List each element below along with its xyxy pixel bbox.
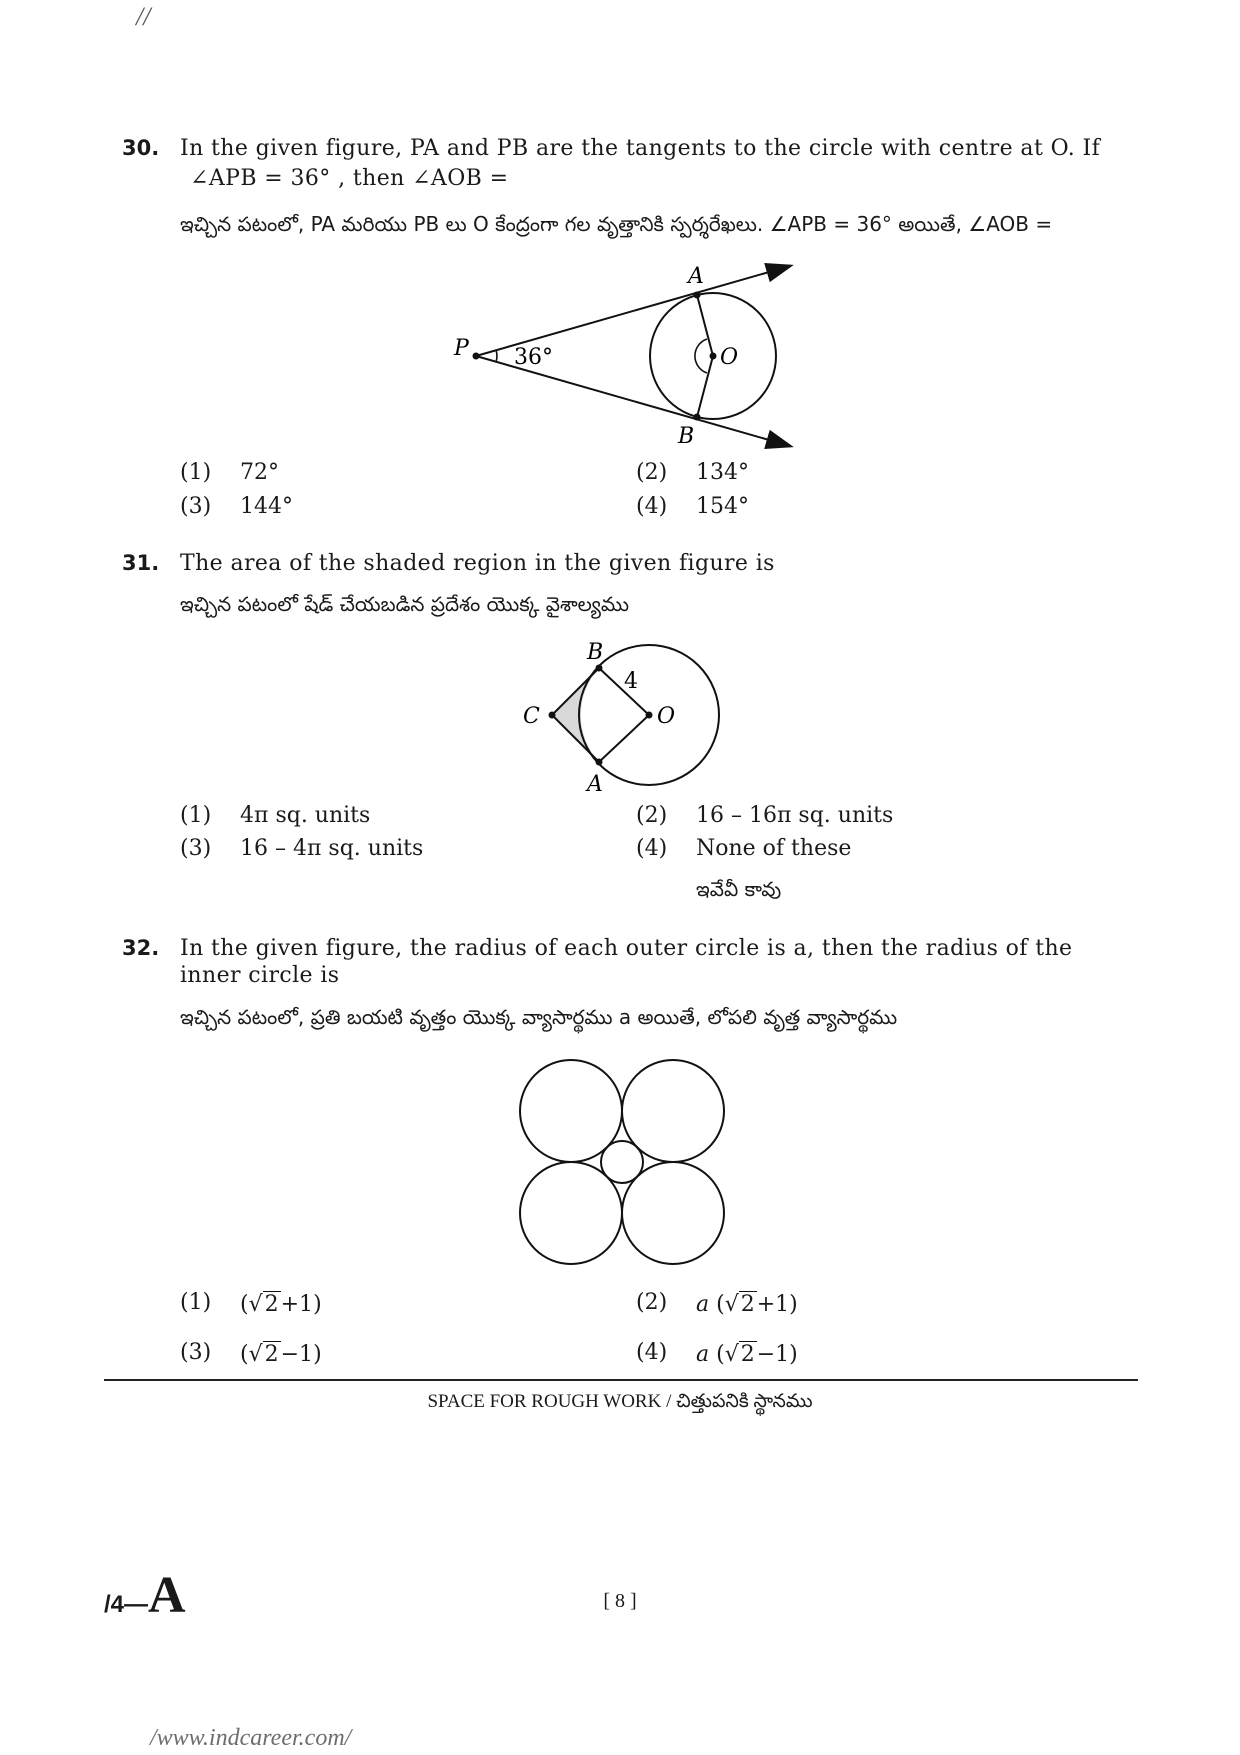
question-31-english-line1: The area of the shaded region in the given figure is bbox=[180, 551, 775, 576]
label-a: A bbox=[587, 772, 603, 795]
q30-option-1-number: (1) bbox=[180, 460, 212, 485]
q32-option-1-expression: (√2+1) bbox=[240, 1292, 322, 1317]
q31-option-2-number: (2) bbox=[636, 803, 668, 828]
footer-url: /www.indcareer.com/ bbox=[150, 1725, 352, 1751]
label-angle: 36° bbox=[514, 345, 553, 370]
page-code-prefix: /4— bbox=[104, 1591, 149, 1618]
divider-rule bbox=[104, 1379, 1138, 1381]
point-o bbox=[710, 353, 717, 360]
question-32-english-line2: inner circle is bbox=[180, 963, 340, 988]
label-side: 4 bbox=[624, 669, 638, 694]
tangent-line-pa bbox=[476, 266, 790, 356]
figure-shaded-region bbox=[515, 635, 730, 795]
page-number: [ 8 ] bbox=[603, 1590, 637, 1612]
question-30-number: 30. bbox=[122, 136, 160, 160]
q32-option-2-expression: a (√2+1) bbox=[696, 1292, 798, 1317]
q32-option-4-suffix: −1 bbox=[756, 1342, 790, 1367]
point-a bbox=[694, 292, 701, 299]
figure-tangents bbox=[440, 255, 810, 455]
q32-option-2-radicand: 2 bbox=[740, 1292, 755, 1317]
angle-arc-p bbox=[496, 350, 497, 362]
q30-option-3-number: (3) bbox=[180, 494, 212, 519]
label-b: B bbox=[587, 640, 604, 665]
question-30-telugu: ఇచ్చిన పటంలో, PA మరియు PB లు O కేంద్రంగా గల వృత్తానికి స్పర్శరేఖలు. ∠APB = 36° అయితే, ∠AOB = bbox=[180, 212, 1053, 236]
q32-option-3-number: (3) bbox=[180, 1340, 212, 1365]
q30-option-3-text: 144° bbox=[240, 494, 293, 519]
q31-option-2-text: 16 – 16π sq. units bbox=[696, 803, 894, 828]
q32-option-1-radicand: 2 bbox=[264, 1292, 279, 1317]
q32-option-2-suffix: +1 bbox=[756, 1292, 790, 1317]
q30-option-4-text: 154° bbox=[696, 494, 749, 519]
q30-option-2-number: (2) bbox=[636, 460, 668, 485]
q32-option-4-prefix: a bbox=[696, 1342, 710, 1367]
rough-work-label: SPACE FOR ROUGH WORK / చిత్తుపనికి స్థానము bbox=[427, 1391, 813, 1412]
question-32-telugu: ఇచ్చిన పటంలో, ప్రతి బయటి వృత్తం యొక్క వ్యాసార్థము a అయితే, లోపలి వృత్త వ్యాసార్థము bbox=[180, 1005, 898, 1029]
q31-option-3-number: (3) bbox=[180, 836, 212, 861]
question-30-english-line2: ∠APB = 36° , then ∠AOB = bbox=[190, 166, 509, 191]
label-c: C bbox=[523, 704, 540, 729]
point-b bbox=[596, 665, 603, 672]
label-p: P bbox=[454, 336, 469, 361]
q30-option-1-text: 72° bbox=[240, 460, 279, 485]
page-code-letter: A bbox=[148, 1567, 186, 1624]
point-o bbox=[646, 712, 653, 719]
q32-option-3-suffix: −1 bbox=[280, 1342, 314, 1367]
q32-option-3-radicand: 2 bbox=[264, 1342, 279, 1367]
question-32-english-line1: In the given figure, the radius of each outer circle is a, then the radius of the bbox=[180, 936, 1073, 961]
q30-option-4-number: (4) bbox=[636, 494, 668, 519]
shaded-region bbox=[552, 668, 599, 762]
question-32-number: 32. bbox=[122, 936, 160, 960]
label-b: B bbox=[678, 424, 695, 449]
point-p bbox=[473, 353, 480, 360]
label-o: O bbox=[720, 345, 739, 370]
q32-option-1-suffix: +1 bbox=[280, 1292, 314, 1317]
label-a: A bbox=[688, 264, 704, 289]
radius-ob bbox=[697, 356, 713, 417]
label-o: O bbox=[657, 704, 676, 729]
q32-option-2-prefix: a bbox=[696, 1292, 710, 1317]
q31-option-1-number: (1) bbox=[180, 803, 212, 828]
radius-oa bbox=[697, 295, 713, 356]
question-31-number: 31. bbox=[122, 551, 160, 575]
q32-option-3-expression: (√2−1) bbox=[240, 1342, 322, 1367]
q31-option-4-text: None of these bbox=[696, 836, 852, 861]
q31-option-1-text: 4π sq. units bbox=[240, 803, 371, 828]
corner-mark: // bbox=[136, 2, 151, 31]
angle-arc-o bbox=[695, 339, 707, 373]
q32-option-1-number: (1) bbox=[180, 1290, 212, 1315]
q31-option-4-number: (4) bbox=[636, 836, 668, 861]
q30-option-2-text: 134° bbox=[696, 460, 749, 485]
point-b bbox=[694, 414, 701, 421]
q32-option-2-number: (2) bbox=[636, 1290, 668, 1315]
q32-option-4-number: (4) bbox=[636, 1340, 668, 1365]
q31-option-4-telugu: ఇవేవీ కావు bbox=[696, 877, 782, 901]
q32-option-4-radicand: 2 bbox=[740, 1342, 755, 1367]
point-c bbox=[549, 712, 556, 719]
point-a bbox=[596, 759, 603, 766]
question-30-english-line1: In the given figure, PA and PB are the tangents to the circle with centre at O. If bbox=[180, 136, 1101, 161]
q32-option-4-expression: a (√2−1) bbox=[696, 1342, 798, 1367]
question-31-telugu: ఇచ్చిన పటంలో షేడ్ చేయబడిన ప్రదేశం యొక్క వైశాల్యము bbox=[180, 592, 630, 616]
figure-four-circles bbox=[515, 1055, 730, 1270]
q31-option-3-text: 16 – 4π sq. units bbox=[240, 836, 424, 861]
inner-circle bbox=[601, 1141, 643, 1183]
